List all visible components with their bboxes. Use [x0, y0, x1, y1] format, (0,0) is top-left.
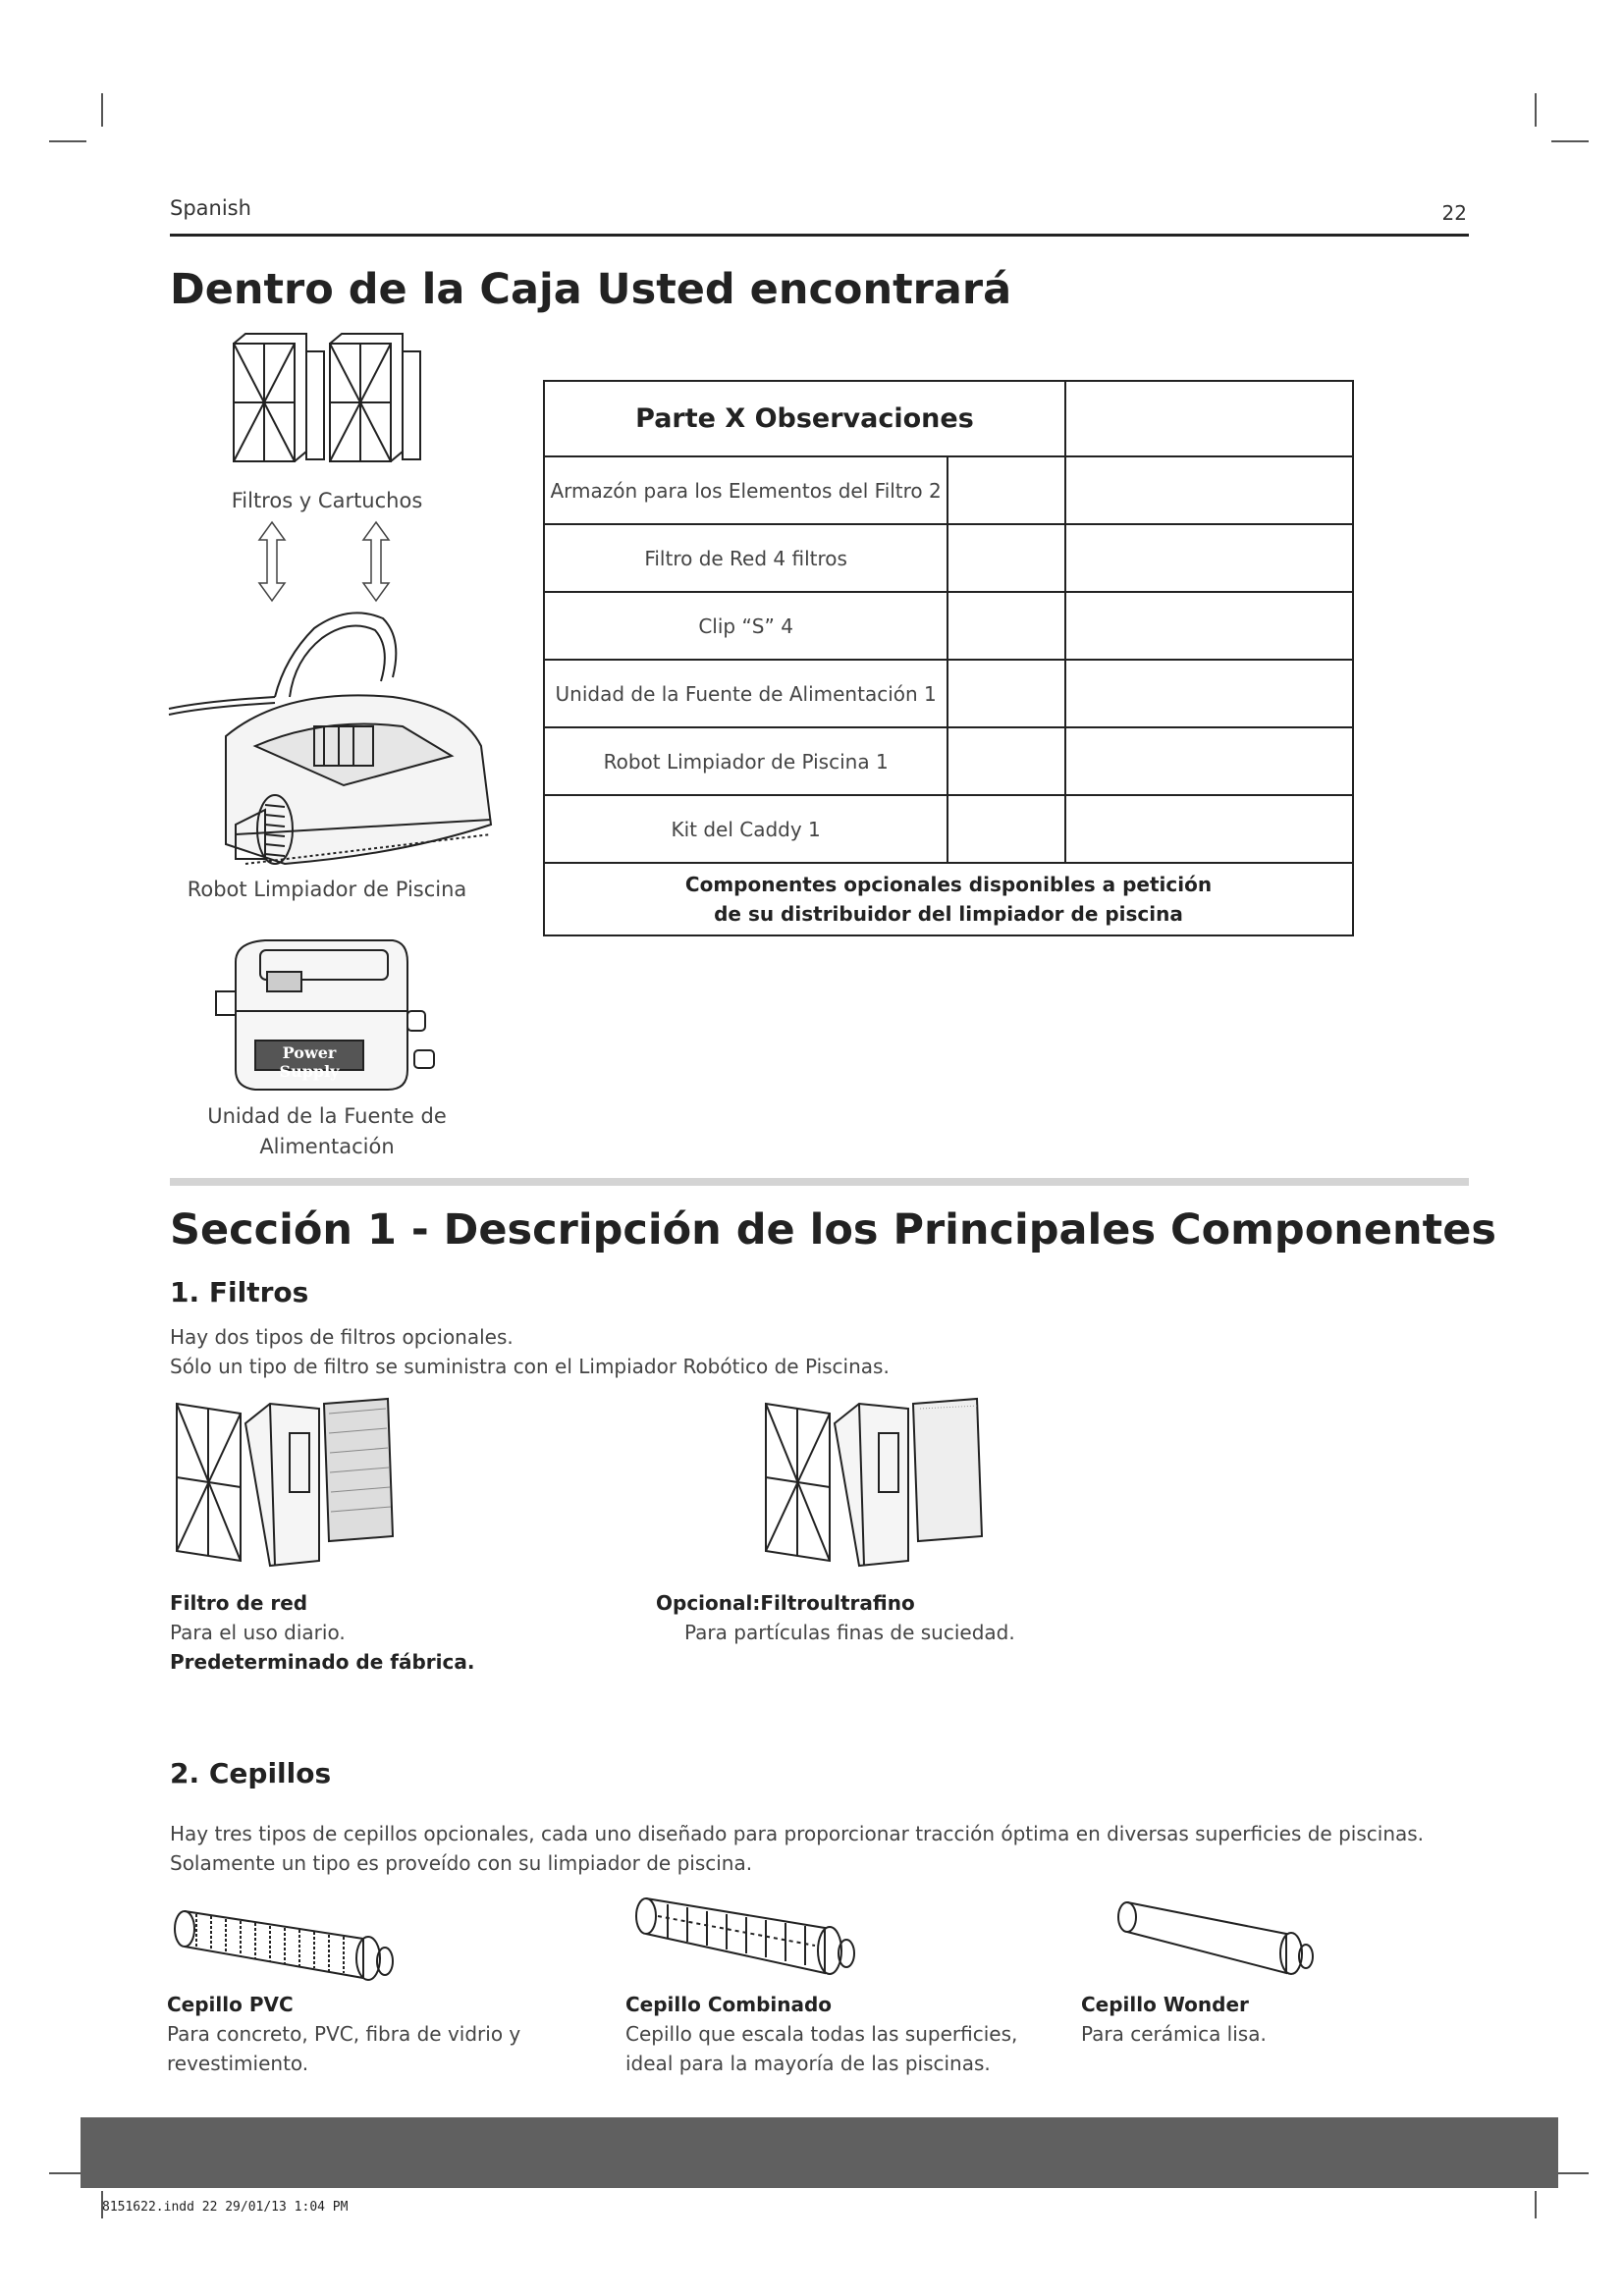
- pvc-brush-illustration: [167, 1895, 403, 1993]
- ultrafine-filter-illustration: [761, 1394, 987, 1571]
- filters-heading: 1. Filtros: [170, 1276, 309, 1308]
- brushes-heading: 2. Cepillos: [170, 1757, 332, 1789]
- net-filter-illustration: [172, 1394, 398, 1571]
- power-supply-caption-line: Alimentación: [259, 1135, 395, 1158]
- table-cell: Filtro de Red 4 filtros: [544, 524, 947, 592]
- table-cell: [1065, 524, 1353, 592]
- wonder-brush-description: [1081, 1990, 1267, 2049]
- pool-robot-illustration: [167, 599, 501, 874]
- table-cell: [1065, 660, 1353, 727]
- intro-line: Solamente un tipo es proveído con su limpiador de piscina.: [170, 1851, 753, 1875]
- ultrafine-filter-description: [656, 1588, 1015, 1647]
- net-filter-note: Predeterminado de fábrica.: [170, 1650, 475, 1674]
- filters-caption: Filtros y Cartuchos: [231, 489, 423, 512]
- ultrafine-filter-desc: Para partículas finas de suciedad.: [684, 1621, 1015, 1644]
- table-cell: [947, 524, 1065, 592]
- table-cell: [1065, 381, 1353, 456]
- power-supply-caption-line: Unidad de la Fuente de: [207, 1104, 447, 1128]
- print-slug: 8151622.indd 22 29/01/13 1:04 PM: [102, 2200, 349, 2215]
- table-cell: [1065, 795, 1353, 863]
- table-cell: Armazón para los Elementos del Filtro 2: [544, 456, 947, 524]
- brushes-intro: [170, 1819, 1424, 1878]
- robot-caption: Robot Limpiador de Piscina: [187, 878, 467, 901]
- table-cell: [947, 456, 1065, 524]
- crop-mark: [49, 140, 86, 142]
- parts-table-footer: [544, 863, 1353, 935]
- table-cell: Clip “S” 4: [544, 592, 947, 660]
- table-cell: [947, 592, 1065, 660]
- page-number: 22: [1441, 201, 1467, 225]
- pvc-brush-desc: revestimiento.: [167, 2052, 309, 2075]
- power-supply-label: Power Supply: [279, 1043, 340, 1081]
- table-cell: [947, 795, 1065, 863]
- header-rule: [170, 234, 1469, 237]
- footer-bar: [81, 2117, 1558, 2188]
- intro-line: Sólo un tipo de filtro se suministra con el Limpiador Robótico de Piscinas.: [170, 1355, 890, 1378]
- crop-mark: [101, 93, 103, 127]
- combined-brush-desc: Cepillo que escala todas las superficies,: [625, 2022, 1018, 2046]
- language-label: Spanish: [170, 196, 251, 220]
- table-cell: [1065, 592, 1353, 660]
- filter-cartridges-illustration: [224, 332, 430, 489]
- pvc-brush-desc: Para concreto, PVC, fibra de vidrio y: [167, 2022, 521, 2046]
- combined-brush-name: Cepillo Combinado: [625, 1993, 833, 2016]
- pvc-brush-description: [167, 1990, 520, 2078]
- section1-title: Sección 1 - Descripción de los Principales Componentes: [170, 1205, 1496, 1255]
- combined-brush-desc: ideal para la mayoría de las piscinas.: [625, 2052, 991, 2075]
- footer-line: de su distribuidor del limpiador de piscina: [714, 902, 1183, 926]
- table-cell: Unidad de la Fuente de Alimentación 1: [544, 660, 947, 727]
- double-arrow-icon: [257, 520, 287, 603]
- combined-brush-illustration: [628, 1887, 864, 1985]
- wonder-brush-illustration: [1110, 1890, 1326, 1988]
- net-filter-desc: Para el uso diario.: [170, 1621, 346, 1644]
- intro-line: Hay dos tipos de filtros opcionales.: [170, 1325, 514, 1349]
- pvc-brush-name: Cepillo PVC: [167, 1993, 294, 2016]
- intro-line: Hay tres tipos de cepillos opcionales, cada uno diseñado para proporcionar tracción óptima en diversas superficies de piscinas.: [170, 1822, 1425, 1845]
- footer-line: Componentes opcionales disponibles a petición: [684, 873, 1213, 896]
- crop-mark: [1535, 93, 1537, 127]
- table-cell: [1065, 456, 1353, 524]
- parts-table-header: Parte X Observaciones: [544, 381, 1065, 456]
- power-supply-caption: [189, 1101, 464, 1162]
- wonder-brush-name: Cepillo Wonder: [1081, 1993, 1249, 2016]
- section-divider: [170, 1178, 1469, 1186]
- crop-mark: [1551, 140, 1589, 142]
- net-filter-name: Filtro de red: [170, 1591, 308, 1615]
- parts-table: [543, 380, 1354, 936]
- ultrafine-filter-name: Opcional:Filtroultrafino: [656, 1591, 915, 1615]
- filters-intro: [170, 1322, 890, 1381]
- table-cell: Kit del Caddy 1: [544, 795, 947, 863]
- table-cell: Robot Limpiador de Piscina 1: [544, 727, 947, 795]
- table-cell: [1065, 727, 1353, 795]
- box-contents-title: Dentro de la Caja Usted encontrará: [170, 265, 1012, 314]
- combined-brush-description: [625, 1990, 1017, 2078]
- table-cell: [947, 660, 1065, 727]
- wonder-brush-desc: Para cerámica lisa.: [1081, 2022, 1267, 2046]
- table-cell: [947, 727, 1065, 795]
- net-filter-description: [170, 1588, 474, 1677]
- double-arrow-icon: [361, 520, 391, 603]
- crop-mark: [1535, 2191, 1537, 2218]
